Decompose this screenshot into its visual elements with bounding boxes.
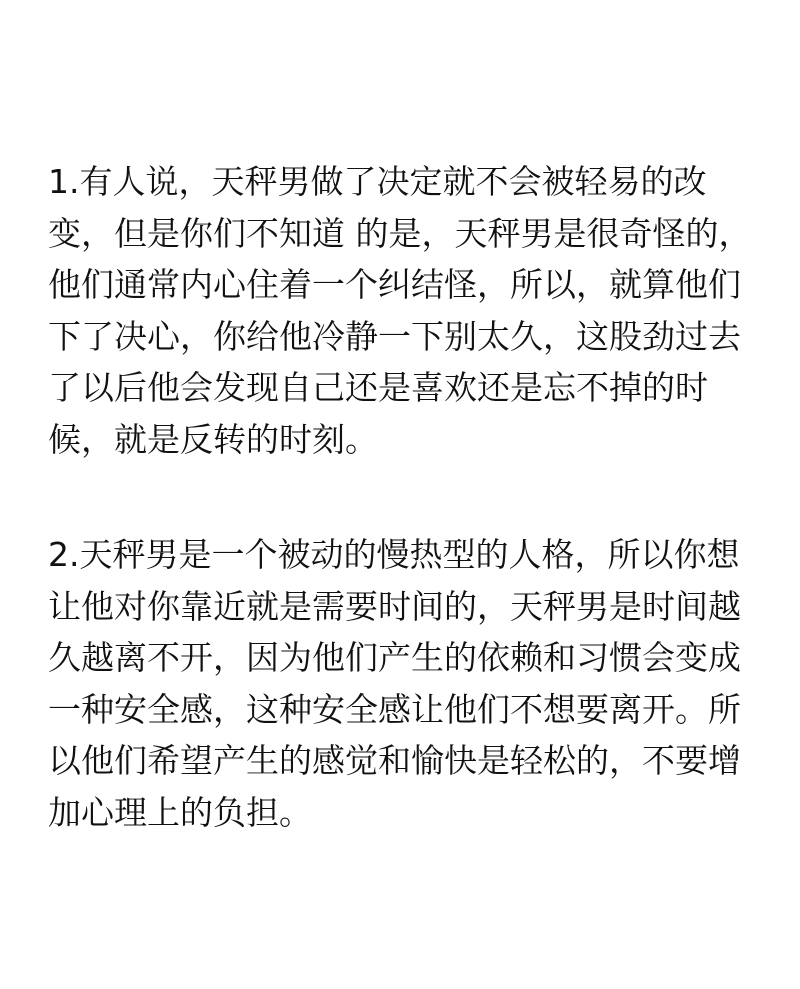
paragraph-line: 一种安全感，这种安全感让他们不想要离开。所 xyxy=(48,689,741,729)
paragraph-line: 加心理上的负担。 xyxy=(48,792,312,832)
paragraph-line: 他们通常内心住着一个纠结怪，所以，就算他们 xyxy=(48,265,741,304)
paragraph-line: 下了决心，你给他冷静一下别太久，这股劲过去 xyxy=(48,316,741,356)
paragraph-2 xyxy=(48,529,760,838)
paragraph-line: 以他们希望产生的感觉和愉快是轻松的，不要增 xyxy=(48,741,741,780)
paragraph-line: 2.天秤男是一个被动的慢热型的人格，所以你想 xyxy=(48,535,740,574)
paragraph-1 xyxy=(48,156,760,465)
paragraph-line: 了以后他会发现自己还是喜欢还是忘不掉的时 xyxy=(48,368,708,407)
paragraph-line: 候，就是反转的时刻。 xyxy=(48,419,378,459)
paragraph-line: 变，但是你们不知道 的是，天秤男是很奇怪的， xyxy=(48,213,752,253)
paragraph-line: 让他对你靠近就是需要时间的，天秤男是时间越 xyxy=(48,586,741,626)
paragraph-line: 久越离不开，因为他们产生的依赖和习惯会变成 xyxy=(48,638,741,677)
paragraph-line: 1.有人说，天秤男做了决定就不会被轻易的改 xyxy=(48,162,707,201)
